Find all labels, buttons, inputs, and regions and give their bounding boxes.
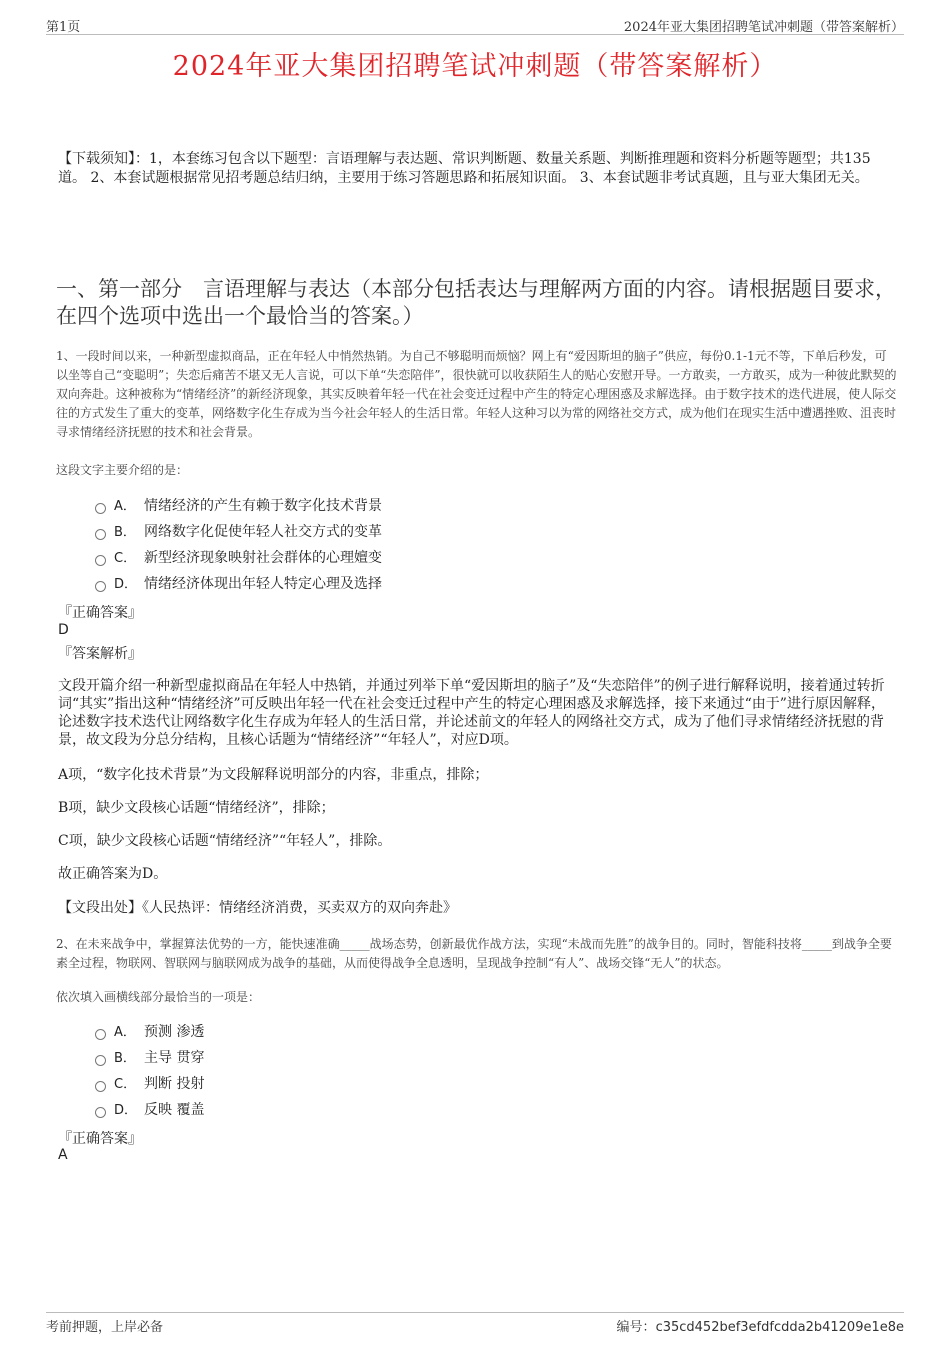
page-header [46,14,904,35]
answer-value: A [58,1147,68,1163]
question-1-options [95,493,382,597]
section-title: 一、第一部分 言语理解与表达（本部分包括表达与理解两方面的内容。请根据题目要求，在四个选项中选出一个最恰当的答案。） [56,277,896,328]
radio-icon[interactable] [95,1081,106,1092]
page-footer [46,1312,904,1337]
document-title: 2024年亚大集团招聘笔试冲刺题（带答案解析） [172,51,778,82]
option-text: 情绪经济的产生有赖于数字化技术背景 [144,498,382,514]
footer-slogan: 考前押题，上岸必备 [46,1320,164,1335]
option-letter: C． [114,551,137,566]
code-label: 编号： [616,1320,656,1335]
option-text: 新型经济现象映射社会群体的心理嬗变 [144,550,382,566]
radio-icon[interactable] [95,503,106,514]
question-2-options [95,1019,204,1123]
option-text: 反映 覆盖 [144,1102,205,1118]
radio-icon[interactable] [95,529,106,540]
question-1-stem: 1、一段时间以来，一种新型虚拟商品，正在年轻人中悄然热销。为自己不够聪明而烦恼？网上有“爱因斯坦的脑子”供应，每份0.1-1元不等，下单后秒发，可以坐等自己“变聪明”；失恋后痛苦不堪又无人言说，可以下单“失恋陪伴”，很快就可以收获陌生人的贴心安慰开导。一方敢卖，一方敢买，成为一种彼此默契的双向奔赴。这种被称为“情绪经济”的新经济现象，其实反映着年轻一代在社会变迁过程中产生的特定心理困惑及求解选择。由于数字技术的迭代进展，使人际交往的方式发生了重大的变革，网络数字化生存成为当今社会年轻人的生活日常。年轻人这种习以为常的网络社交方式，成为他们在现实生活中遭遇挫败、沮丧时寻求情绪经济抚慰的技术和社会背景。 [56,349,897,439]
option-letter: B． [114,525,136,540]
option-a[interactable] [95,1019,204,1045]
analysis-option-a: A项，“数字化技术背景”为文段解释说明部分的内容，非重点，排除； [58,767,489,783]
option-letter: A． [114,1025,136,1040]
radio-icon[interactable] [95,1055,106,1066]
analysis-main: 文段开篇介绍一种新型虚拟商品在年轻人中热销，并通过列举下单“爱因斯坦的脑子”及“失恋陪伴”的例子进行解释说明，接着通过转折词“其实”指出这种“情绪经济”可反映出年轻一代在社会变迁过程中产生的特定心理困惑及求解选择，接下来通过“由于”进行原因解释，论述数字技术迭代让网络数字化生存成为年轻人的生活日常，并论述前文的年轻人的网络社交方式，成为了他们寻求情绪经济抚慰的背景，故文段为分总分结构，且核心话题为“情绪经济”“年轻人”，对应D项。 [58,678,885,748]
radio-icon[interactable] [95,1029,106,1040]
option-letter: B． [114,1051,136,1066]
analysis-conclusion: 故正确答案为D。 [58,866,168,882]
header-doc-title: 2024年亚大集团招聘笔试冲刺题（带答案解析） [623,20,904,35]
radio-icon[interactable] [95,1107,106,1118]
option-letter: D． [114,577,138,592]
download-notice: 【下载须知】：1，本套练习包含以下题型：言语理解与表达题、常识判断题、数量关系题、判断推理题和资料分析题等题型；共135道。 2、本套试题根据常见招考题总结归纳，主要用于练习答题思路和拓展知识面。 3、本套试题非考试真题，且与亚大集团无关。 [58,151,871,186]
option-d[interactable] [95,1097,204,1123]
option-text: 判断 投射 [144,1076,205,1092]
question-2-stem: 2、在未来战争中，掌握算法优势的一方，能快速准确_____战场态势，创新最优作战方法，实现“未战而先胜”的战争目的。同时，智能科技将_____到战争全要素全过程，物联网、智联网与脑联网成为战争的基础，从而使得战争全息透明，呈现战争控制“有人”、战场交锋“无人”的状态。 [56,937,892,970]
option-text: 主导 贯穿 [144,1050,205,1066]
option-d[interactable] [95,571,382,597]
option-text: 情绪经济体现出年轻人特定心理及选择 [144,576,382,592]
analysis-label: 『答案解析』 [58,646,142,662]
option-letter: C． [114,1077,137,1092]
option-b[interactable] [95,1045,204,1071]
page-number: 第1页 [46,20,81,35]
analysis-option-b: B项，缺少文段核心话题“情绪经济”，排除； [58,800,335,816]
answer-label: 『正确答案』 [58,1131,142,1147]
document-code [617,1316,904,1335]
code-value: c35cd452bef3efdfcdda2b41209e1e8e [655,1320,904,1335]
answer-label: 『正确答案』 [58,605,142,621]
radio-icon[interactable] [95,581,106,592]
option-text: 预测 渗透 [144,1024,205,1040]
option-letter: A． [114,499,136,514]
analysis-source: 【文段出处】《人民热评：情绪经济消费，买卖双方的双向奔赴》 [58,900,457,916]
option-text: 网络数字化促使年轻人社交方式的变革 [144,524,382,540]
option-c[interactable] [95,1071,204,1097]
option-letter: D． [114,1103,138,1118]
question-1-prompt: 这段文字主要介绍的是： [56,463,189,477]
radio-icon[interactable] [95,555,106,566]
option-c[interactable] [95,545,382,571]
option-a[interactable] [95,493,382,519]
answer-value: D [58,622,69,638]
option-b[interactable] [95,519,382,545]
question-2-prompt: 依次填入画横线部分最恰当的一项是： [56,990,261,1004]
analysis-option-c: C项，缺少文段核心话题“情绪经济”“年轻人”，排除。 [58,833,392,849]
